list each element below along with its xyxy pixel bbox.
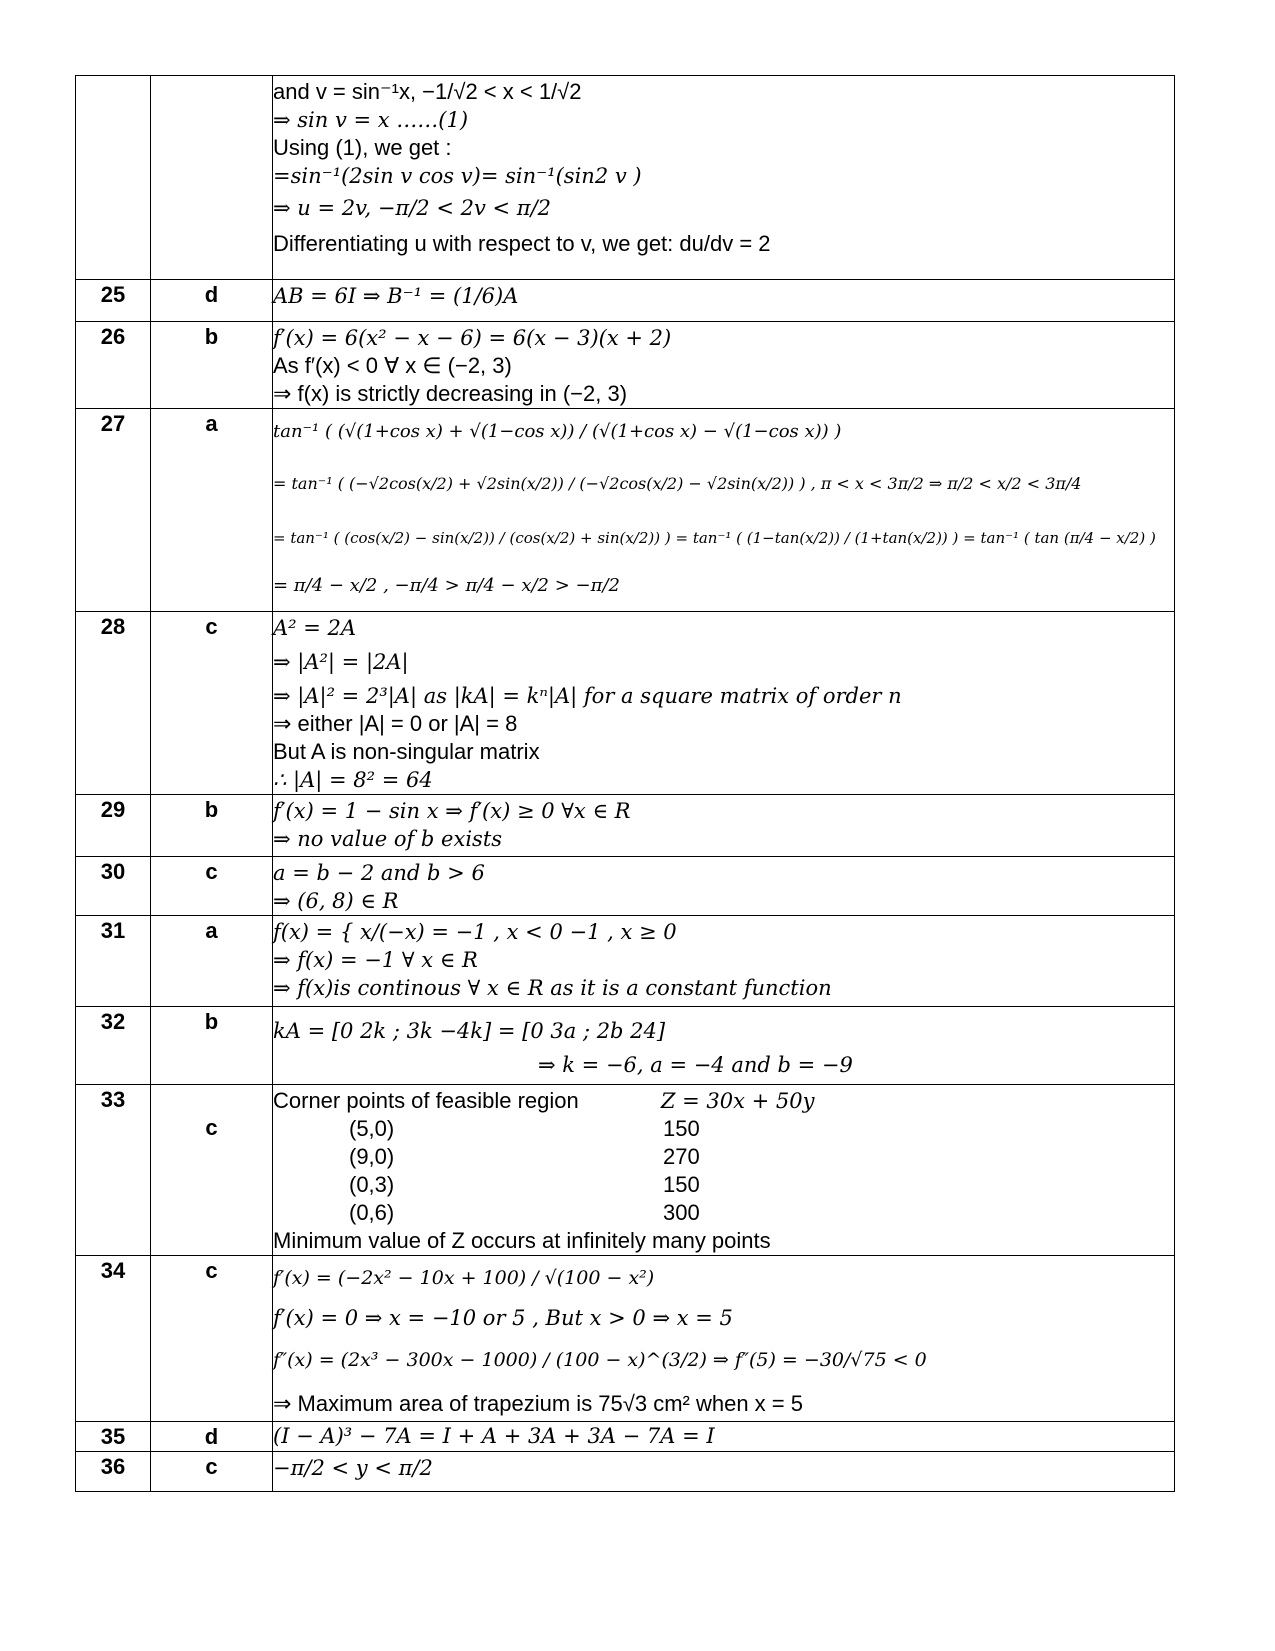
question-number: 29 xyxy=(76,795,151,857)
table-row xyxy=(76,1256,1175,1422)
solution-line: ⇒ k = −6, a = −4 and b = −9 xyxy=(538,1053,853,1077)
solution-cell xyxy=(273,795,1175,857)
answer-option-cell xyxy=(151,1085,273,1256)
question-number: 35 xyxy=(76,1422,151,1452)
solution-line: kA = [0 2k ; 3k −4k] = [0 3a ; 2b 24] xyxy=(273,1019,666,1043)
answer-table xyxy=(75,75,1175,1492)
answer-option: c xyxy=(151,857,273,916)
solution-line: =sin⁻¹(2sin v cos v)= sin⁻¹(sin2 v ) xyxy=(273,164,642,188)
answer-option: d xyxy=(151,280,273,322)
table-row xyxy=(76,1007,1175,1085)
solution-line: tan⁻¹ ( (√(1+cos x) + √(1−cos x)) / (√(1+cos x) − √(1−cos x)) ) xyxy=(273,421,842,442)
z-value: 300 xyxy=(663,1200,700,1225)
solution-line: f(x) = { x/(−x) = −1 , x < 0 −1 , x ≥ 0 xyxy=(273,920,677,944)
solution-line: As f′(x) < 0 ∀ x ∈ (−2, 3) xyxy=(273,353,512,378)
solution-cell xyxy=(273,1452,1175,1492)
question-number: 36 xyxy=(76,1452,151,1492)
solution-line: −π/2 < y < π/2 xyxy=(273,1456,433,1480)
solution-line: ⇒ f(x) = −1 ∀ x ∈ R xyxy=(273,948,478,972)
answer-option: b xyxy=(151,1007,273,1085)
answer-option: a xyxy=(151,916,273,1007)
solution-line: (I − A)³ − 7A = I + A + 3A + 3A − 7A = I xyxy=(273,1424,715,1448)
question-number: 27 xyxy=(76,409,151,612)
answer-option: c xyxy=(205,1115,218,1140)
corner-points-header xyxy=(273,1087,1174,1115)
solution-line: ⇒ either |A| = 0 or |A| = 8 xyxy=(273,711,518,736)
table-row xyxy=(76,409,1175,612)
solution-cell xyxy=(273,409,1175,612)
solution-cell xyxy=(273,1007,1175,1085)
corner-point-row xyxy=(273,1171,1174,1199)
answer-option: a xyxy=(151,409,273,612)
table-row xyxy=(76,612,1175,795)
corner-point: (0,3) xyxy=(349,1172,395,1197)
solution-line: and v = sin⁻¹x, −1/√2 < x < 1/√2 xyxy=(273,79,582,104)
answer-option-cell xyxy=(151,76,273,280)
question-number: 28 xyxy=(76,612,151,795)
solution-line: Differentiating u with respect to v, we get: du/dv = 2 xyxy=(273,231,771,256)
table-row xyxy=(76,1422,1175,1452)
table-row xyxy=(76,795,1175,857)
solution-cell xyxy=(273,916,1175,1007)
solution-cell xyxy=(273,322,1175,409)
solution-line: Minimum value of Z occurs at infinitely many points xyxy=(273,1228,771,1253)
solution-line: ⇒ |A|² = 2³|A| as |kA| = kⁿ|A| for a square matrix of order n xyxy=(273,684,902,708)
table-row xyxy=(76,76,1175,280)
table-row xyxy=(76,857,1175,916)
solution-line: A² = 2A xyxy=(273,616,357,640)
answer-option: c xyxy=(151,1452,273,1492)
corner-point-row xyxy=(273,1199,1174,1227)
solution-cell xyxy=(273,857,1175,916)
solution-line: ⇒ u = 2v, −π/2 < 2v < π/2 xyxy=(273,196,552,220)
solution-cell xyxy=(273,1256,1175,1422)
solution-line: AB = 6I ⇒ B⁻¹ = (1/6)A xyxy=(273,284,519,308)
table-row xyxy=(76,1085,1175,1256)
solution-line: = tan⁻¹ ( (cos(x/2) − sin(x/2)) / (cos(x/2) + sin(x/2)) ) = tan⁻¹ ( (1−tan(x/2)) / (1+tan(x/2)) ) = tan⁻¹ ( tan (π/4 − x/2) ) xyxy=(273,529,1156,547)
table-row xyxy=(76,1452,1175,1492)
objective-function: Z = 30x + 50y xyxy=(660,1089,815,1113)
answer-option: c xyxy=(151,612,273,795)
solution-line: f′(x) = (−2x² − 10x + 100) / √(100 − x²) xyxy=(273,1267,655,1289)
table-row xyxy=(76,322,1175,409)
answer-option: d xyxy=(151,1422,273,1452)
solution-line: f′(x) = 0 ⇒ x = −10 or 5 , But x > 0 ⇒ x = 5 xyxy=(273,1306,733,1330)
z-value: 270 xyxy=(663,1144,700,1169)
solution-line: ⇒ |A²| = |2A| xyxy=(273,650,409,674)
solution-line: ⇒ (6, 8) ∈ R xyxy=(273,889,399,913)
solution-line: ⇒ Maximum area of trapezium is 75√3 cm² when x = 5 xyxy=(273,1391,803,1416)
question-number: 25 xyxy=(76,280,151,322)
solution-cell xyxy=(273,612,1175,795)
solution-line: a = b − 2 and b > 6 xyxy=(273,861,485,885)
solution-cell xyxy=(273,280,1175,322)
answer-option: b xyxy=(151,322,273,409)
solution-line: f″(x) = (2x³ − 300x − 1000) / (100 − x)^(3/2) ⇒ f″(5) = −30/√75 < 0 xyxy=(273,1349,927,1371)
corner-point-row xyxy=(273,1143,1174,1171)
solution-cell xyxy=(273,76,1175,280)
table-row xyxy=(76,916,1175,1007)
corner-point: (5,0) xyxy=(349,1116,395,1141)
solution-line: f′(x) = 6(x² − x − 6) = 6(x − 3)(x + 2) xyxy=(273,326,672,350)
solution-cell xyxy=(273,1085,1175,1256)
solution-line: ∴ |A| = 8² = 64 xyxy=(273,768,433,792)
z-value: 150 xyxy=(663,1116,700,1141)
answer-option: b xyxy=(151,795,273,857)
solution-line: ⇒ f(x) is strictly decreasing in (−2, 3) xyxy=(273,381,628,406)
table-row xyxy=(76,280,1175,322)
solution-line: Using (1), we get : xyxy=(273,135,452,160)
question-number: 31 xyxy=(76,916,151,1007)
solution-line: ⇒ f(x)is continous ∀ x ∈ R as it is a constant function xyxy=(273,976,832,1000)
corner-point: (0,6) xyxy=(349,1200,395,1225)
answer-option: c xyxy=(151,1256,273,1422)
question-number-cell xyxy=(76,76,151,280)
corner-point-row xyxy=(273,1115,1174,1143)
question-number: 34 xyxy=(76,1256,151,1422)
solution-line: ⇒ no value of b exists xyxy=(273,827,503,851)
solution-line: But A is non-singular matrix xyxy=(273,739,540,764)
solution-line: f′(x) = 1 − sin x ⇒ f′(x) ≥ 0 ∀x ∈ R xyxy=(273,799,631,823)
corner-points-label: Corner points of feasible region xyxy=(273,1088,579,1113)
solution-line: = π/4 − x/2 , −π/4 > π/4 − x/2 > −π/2 xyxy=(273,575,620,596)
z-value: 150 xyxy=(663,1172,700,1197)
question-number: 33 xyxy=(76,1085,151,1256)
question-number: 26 xyxy=(76,322,151,409)
solution-line: = tan⁻¹ ( (−√2cos(x/2) + √2sin(x/2)) / (−√2cos(x/2) − √2sin(x/2)) ) , π < x < 3π/2 ⇒ π/2 < x/2 < 3π/4 xyxy=(273,474,1082,493)
question-number: 30 xyxy=(76,857,151,916)
question-number: 32 xyxy=(76,1007,151,1085)
solution-cell xyxy=(273,1422,1175,1452)
corner-point: (9,0) xyxy=(349,1144,395,1169)
solution-line: ⇒ sin v = x ……(1) xyxy=(273,108,469,132)
